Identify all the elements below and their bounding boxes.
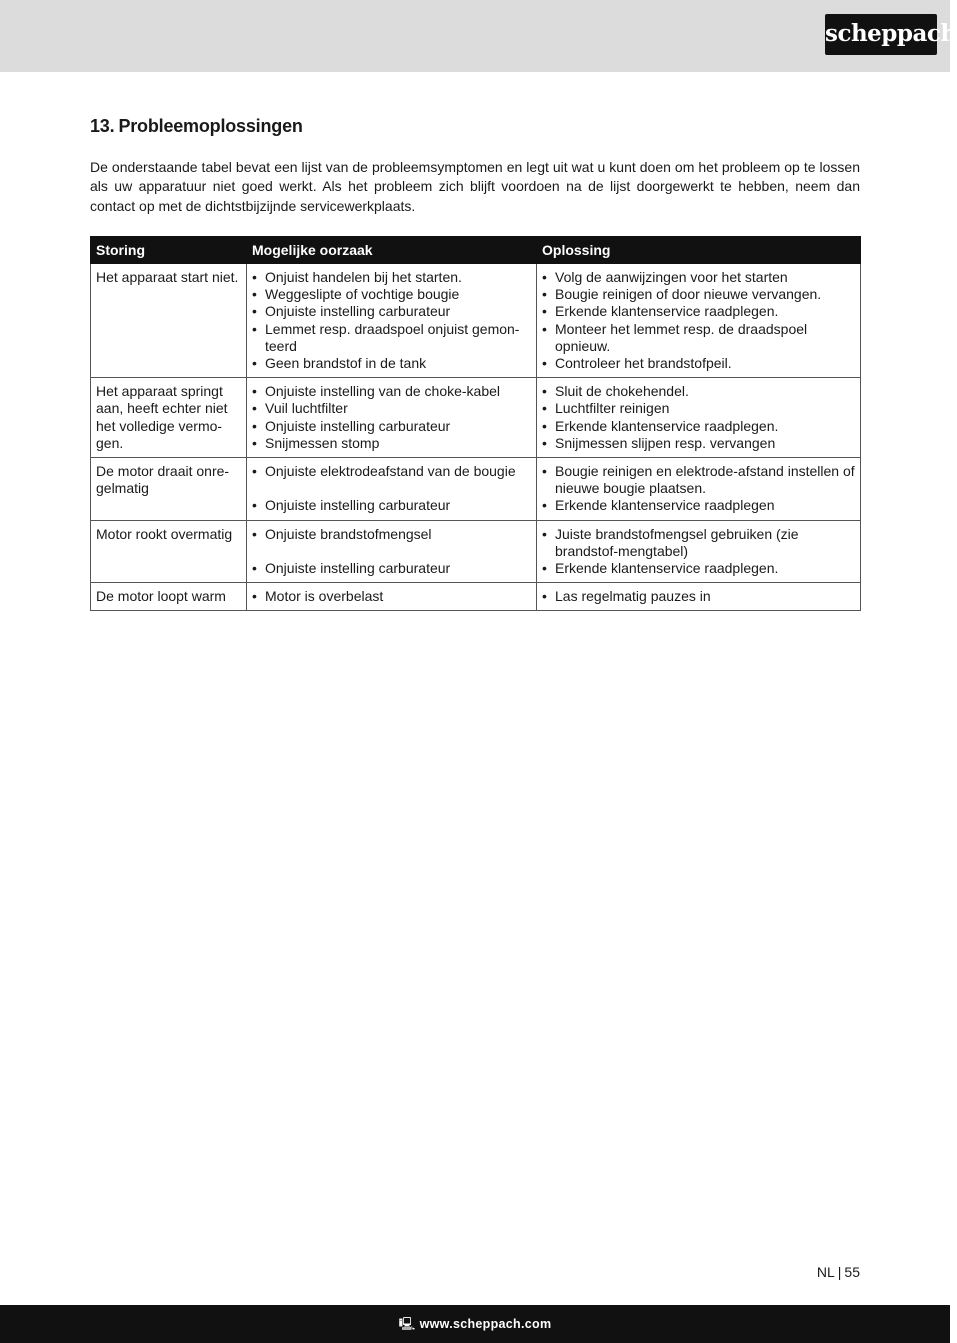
cause-list bbox=[252, 383, 531, 452]
list-item: • Bougie reinigen en elektrode-afstand instellen of nieuwe bougie plaatsen. bbox=[542, 463, 855, 497]
column-header-fault: Storing bbox=[91, 237, 247, 264]
cause-list bbox=[252, 269, 531, 372]
solution-cell bbox=[537, 583, 861, 611]
column-header-cause: Mogelijke oorzaak bbox=[247, 237, 537, 264]
list-item: • Onjuiste instelling carburateur bbox=[252, 560, 531, 577]
list-item: • Volg de aanwijzingen voor het starten bbox=[542, 269, 855, 286]
computer-icon: 🖳︎ bbox=[398, 1317, 416, 1331]
list-item: • Onjuiste instelling van de choke-kabel bbox=[252, 383, 531, 400]
list-item: • Monteer het lemmet resp. de draadspoel opnieuw. bbox=[542, 321, 855, 355]
solution-list bbox=[542, 588, 855, 605]
table-row bbox=[91, 264, 861, 378]
list-item: • Las regelmatig pauzes in bbox=[542, 588, 855, 605]
header-band bbox=[0, 0, 950, 72]
list-item: • Onjuiste instelling carburateur bbox=[252, 497, 531, 514]
table-row bbox=[91, 520, 861, 583]
cause-list bbox=[252, 463, 531, 515]
list-item: • Onjuiste brandstofmengsel bbox=[252, 526, 531, 543]
list-item: • Onjuist handelen bij het starten. bbox=[252, 269, 531, 286]
solution-cell bbox=[537, 378, 861, 458]
cause-list bbox=[252, 588, 531, 605]
cause-cell bbox=[247, 264, 537, 378]
list-item: • Snijmessen slijpen resp. vervangen bbox=[542, 435, 855, 452]
brand-logo-text: scheppach bbox=[825, 20, 957, 47]
table-header-row bbox=[91, 237, 861, 264]
section-number: 13. bbox=[90, 116, 115, 136]
list-item: • Erkende klantenservice raadplegen. bbox=[542, 418, 855, 435]
list-item: • Juiste brandstofmengsel gebruiken (zie brandstof-mengtabel) bbox=[542, 526, 855, 560]
table-row bbox=[91, 583, 861, 611]
solution-list bbox=[542, 463, 855, 515]
solution-cell bbox=[537, 458, 861, 521]
fault-cell: De motor loopt warm bbox=[91, 583, 247, 611]
brand-logo bbox=[825, 14, 957, 55]
list-item: • Snijmessen stomp bbox=[252, 435, 531, 452]
list-item: • Erkende klantenservice raadplegen. bbox=[542, 560, 855, 577]
fault-cell: Het apparaat start niet. bbox=[91, 264, 247, 378]
intro-paragraph: De onderstaande tabel bevat een lijst van de probleemsymptomen en legt uit wat u kunt doen om het probleem op te lossen als uw apparatuur niet goed werkt. Als het probleem zich blijft voordoen na de lijst doorgewerkt te hebben, neem dan contact op met de dichtstbijzijnde servicewerkplaats. bbox=[90, 159, 860, 214]
solution-list bbox=[542, 383, 855, 452]
list-item: • Motor is overbelast bbox=[252, 588, 531, 605]
footer-band bbox=[0, 1305, 950, 1343]
list-item: • Sluit de chokehendel. bbox=[542, 383, 855, 400]
website-link[interactable]: www.scheppach.com bbox=[419, 1317, 552, 1331]
list-item: • Luchtfilter reinigen bbox=[542, 400, 855, 417]
cause-cell bbox=[247, 458, 537, 521]
solution-list bbox=[542, 269, 855, 372]
column-header-solution: Oplossing bbox=[537, 237, 861, 264]
fault-cell: Het apparaat springt aan, heeft echter niet het volledige vermo-gen. bbox=[91, 378, 247, 458]
list-item: • Vuil luchtfilter bbox=[252, 400, 531, 417]
list-item: • Bougie reinigen of door nieuwe vervangen. bbox=[542, 286, 855, 303]
solution-list bbox=[542, 526, 855, 578]
list-item: • Lemmet resp. draadspoel onjuist gemon-teerd bbox=[252, 321, 531, 355]
list-item: • Weggeslipte of vochtige bougie bbox=[252, 286, 531, 303]
list-item: • Erkende klantenservice raadplegen bbox=[542, 497, 855, 514]
list-item: • Geen brandstof in de tank bbox=[252, 355, 531, 372]
section-title: Probleemoplossingen bbox=[118, 116, 303, 136]
solution-cell bbox=[537, 264, 861, 378]
list-item: • Onjuiste instelling carburateur bbox=[252, 303, 531, 320]
list-item: • Controleer het brandstofpeil. bbox=[542, 355, 855, 372]
page-separator: | bbox=[837, 1264, 842, 1280]
table-row bbox=[91, 458, 861, 521]
table-row bbox=[91, 378, 861, 458]
cause-cell bbox=[247, 583, 537, 611]
list-item: • Erkende klantenservice raadplegen. bbox=[542, 303, 855, 320]
fault-cell: De motor draait onre-gelmatig bbox=[91, 458, 247, 521]
troubleshooting-table bbox=[90, 236, 861, 611]
cause-cell bbox=[247, 378, 537, 458]
list-item: • Onjuiste elektrodeafstand van de bougie bbox=[252, 463, 531, 480]
cause-list bbox=[252, 526, 531, 578]
page-number bbox=[790, 1264, 860, 1280]
solution-cell bbox=[537, 520, 861, 583]
section-heading bbox=[90, 116, 303, 137]
list-item: • Onjuiste instelling carburateur bbox=[252, 418, 531, 435]
cause-cell bbox=[247, 520, 537, 583]
fault-cell: Motor rookt overmatig bbox=[91, 520, 247, 583]
page-number-value: 55 bbox=[844, 1264, 860, 1280]
language-code: NL bbox=[816, 1264, 835, 1280]
